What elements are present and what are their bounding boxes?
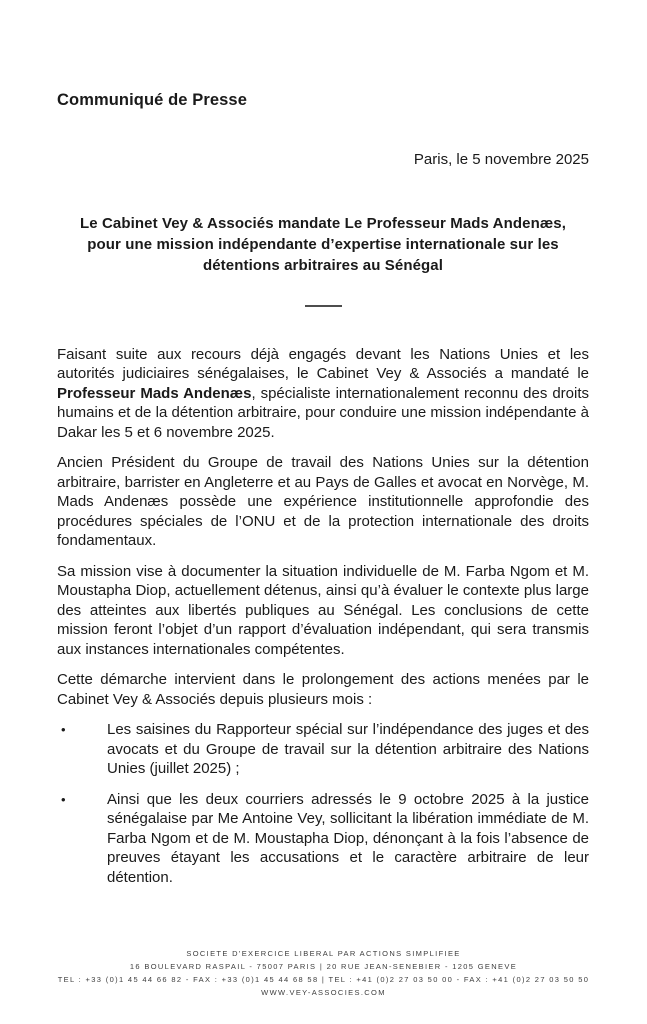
paragraph-context: Cette démarche intervient dans le prolongement des actions menées par le Cabinet Vey & Associés depuis plusieurs mois : xyxy=(57,671,589,708)
paragraph-mandate xyxy=(57,345,589,443)
bullet-item-courriers xyxy=(57,790,589,888)
dateline: Paris, le 5 novembre 2025 xyxy=(413,151,589,168)
footer-company-form: SOCIETE D'EXERCICE LIBERAL PAR ACTIONS SIMPLIFIEE xyxy=(186,949,461,958)
paragraph-mandate-text: Faisant suite aux recours déjà engagés devant les Nations Unies et les autorités judiciaires sénégalaises, le Cabinet Vey & Associés a mandaté le xyxy=(57,345,589,382)
letterhead-footer xyxy=(0,947,647,999)
paragraph-mandate-text-cont: , spécialiste internationalement reconnu des droits humains et de la détention arbitraire, pour conduire une mission indépendante à Dakar les 5 et 6 novembre 2025. xyxy=(57,384,589,441)
footer-phone-fax: TEL : +33 (0)1 45 44 66 82 - FAX : +33 (0)1 45 44 68 58 | TEL : +41 (0)2 27 03 50 00 - FAX : +41 (0)2 27 03 50 50 xyxy=(57,975,590,984)
paragraph-mandate-bold-name: Professeur Mads Andenæs xyxy=(57,384,252,402)
footer-addresses: 16 BOULEVARD RASPAIL - 75007 PARIS | 20 RUE JEAN-SENEBIER - 1205 GENEVE xyxy=(129,962,518,971)
document-heading: Communiqué de Presse xyxy=(57,91,247,109)
bullet-text-courriers: Ainsi que les deux courriers adressés le 9 octobre 2025 à la justice sénégalaise par Me Antoine Vey, sollicitant la libération immédiate de M. Farba Ngom et de M. Moustapha Diop, dénonçant à la fois l’absence de preuves étayant les accusations et le caractère arbitraire de leur détention. xyxy=(107,790,589,886)
bullet-icon: • xyxy=(61,722,66,737)
bullet-icon: • xyxy=(61,791,66,807)
press-release-title: Le Cabinet Vey & Associés mandate Le Professeur Mads Andenæs, pour une mission indépendante d’expertise internationale sur les détentions arbitraires au Sénégal xyxy=(80,214,566,274)
paragraph-mission: Sa mission vise à documenter la situation individuelle de M. Farba Ngom et M. Moustapha Diop, actuellement détenus, ainsi qu’à évaluer le contexte plus large des atteintes aux libertés publiques au Sénégal. Les conclusions de cette mission feront l’objet d’un rapport d’évaluation indépendant, qui sera transmis aux instances internationales compétentes. xyxy=(57,562,589,658)
title-divider xyxy=(305,305,342,307)
bullet-item-saisines xyxy=(57,720,589,779)
bullet-text-saisines: Les saisines du Rapporteur spécial sur l’indépendance des juges et des avocats et du Groupe de travail sur la détention arbitraire des Nations Unies (juillet 2025) ; xyxy=(107,721,589,777)
footer-website: WWW.VEY-ASSOCIES.COM xyxy=(261,988,386,997)
paragraph-background: Ancien Président du Groupe de travail des Nations Unies sur la détention arbitraire, barrister en Angleterre et au Pays de Galles et avocat en Norvège, M. Mads Andenæs possède une expérience institutionnelle approfondie des procédures spéciales de l’ONU et de la protection internationale des droits fondamentaux. xyxy=(57,454,589,549)
